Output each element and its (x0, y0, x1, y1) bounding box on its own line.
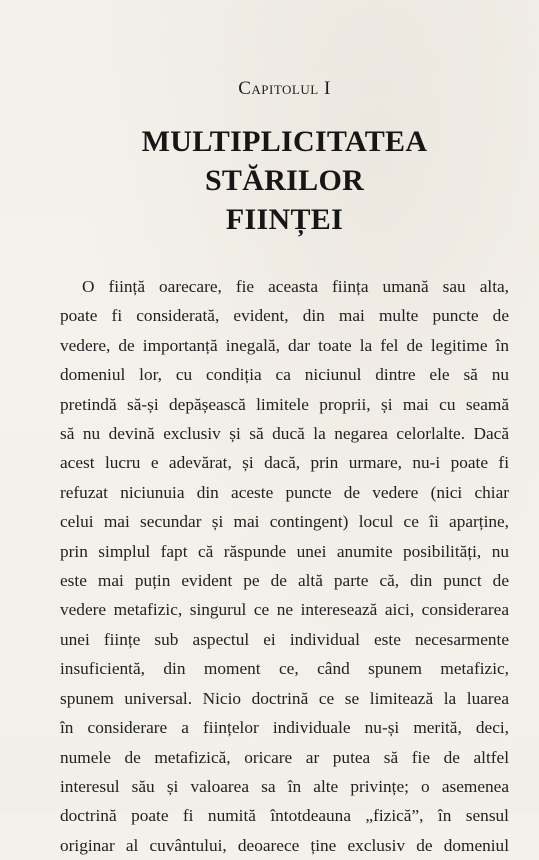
text-line: domeniul lor, cu condiția ca niciunul dintre ele să nu (60, 365, 509, 385)
text-line: vedere metafizic, singurul ce ne interesează aici, considerarea (60, 600, 509, 620)
text-line: interesul său și valoarea sa în alte privințe; o asemenea (60, 776, 509, 796)
text-line: prin simplul fapt că răspunde unei anumite posibilități, nu (60, 541, 509, 561)
chapter-title (60, 122, 509, 239)
chapter-title-line: FIINȚEI (225, 203, 344, 236)
text-line: unei ființe sub aspectul ei individual este necesarmente (60, 629, 509, 649)
text-line: refuzat niciunuia din aceste puncte de vedere (nici chiar (60, 482, 509, 502)
text-line: este mai puțin evident pe de altă parte că, din punct de (60, 571, 509, 591)
chapter-label: Capitolul I (238, 78, 331, 99)
text-line: poate fi considerată, evident, din mai multe puncte de (60, 306, 509, 326)
text-line: numele de metafizică, oricare ar putea să fie de altfel (60, 747, 509, 767)
text-line: celui mai secundar și mai contingent) locul ce îi aparține, (60, 512, 509, 532)
text-line: să nu devină exclusiv și să ducă la negarea celorlalte. Dacă (60, 424, 509, 444)
chapter-title-line: MULTIPLICITATEA STĂRILOR (141, 125, 428, 197)
text-line: acest lucru e adevărat, și dacă, prin urmare, nu-i poate fi (60, 453, 509, 473)
text-line: spunem universal. Nicio doctrină ce se limitează la luarea (60, 688, 509, 708)
text-line: în considerare a ființelor individuale nu-și merită, deci, (60, 718, 509, 738)
text-line: O ființă oarecare, fie aceasta ființa umană sau alta, (82, 277, 509, 296)
text-line: doctrină poate fi numită întotdeauna „fizică”, în sensul (60, 806, 509, 826)
text-line: pretindă să-și depășească limitele proprii, și mai cu seamă (60, 394, 509, 414)
text-line: originar al cuvântului, deoarece ține exclusiv de domeniul (60, 835, 509, 855)
text-line: vedere, de importanță inegală, dar toate la fel de legitime în (60, 335, 509, 355)
text-line: insuficientă, din moment ce, când spunem metafizic, (60, 659, 509, 679)
body-paragraph (60, 272, 509, 860)
